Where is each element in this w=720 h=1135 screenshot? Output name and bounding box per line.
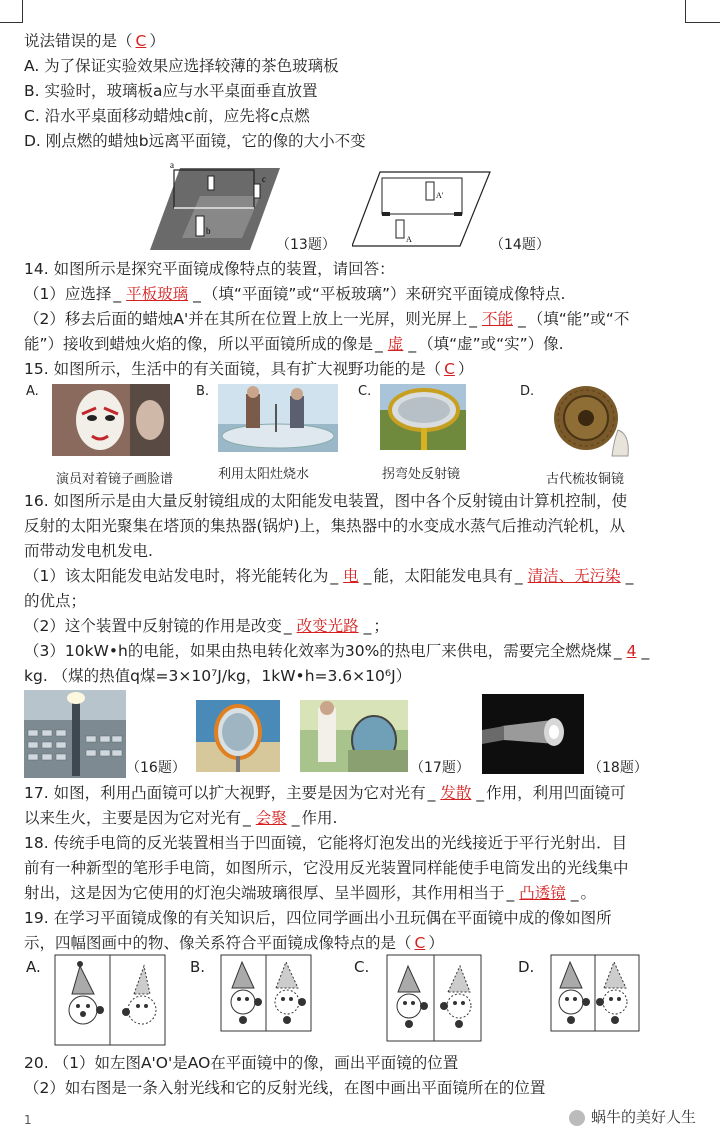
- q16-part3: （3）10kW•h的电能，如果由热电转化效率为30%的热电厂来供电，需要完全燃烧煤 _ 4 _: [24, 642, 650, 660]
- q15-option-b-label: B.: [196, 384, 210, 399]
- q15-caption-b: 利用太阳灶烧水: [218, 467, 310, 482]
- q14-part2: （2）移去后面的蜡烛A'并在其所在位置上放上一光屏，则光屏上 _ 不能 _ （填“能”或“不: [24, 310, 630, 328]
- crop-mark-right: [685, 0, 720, 23]
- q15-caption-a: 演员对着镜子画脸谱: [56, 472, 174, 487]
- q16-1-answer-b: 清洁、无污染: [527, 567, 621, 585]
- fig14-caption: （14题）: [490, 237, 550, 253]
- q16-part1: （1）该太阳能发电站发电时，将光能转化为 _ 电 _ 能，太阳能发电具有 _ 清洁、无污染 _: [24, 567, 634, 585]
- q20-part2: （2）如右图是一条入射光线和它的反射光线，在图中画出平面镜所在的位置: [24, 1079, 546, 1097]
- photo-convex-mirror: [196, 700, 280, 772]
- fig13-caption: （13题）: [276, 237, 336, 253]
- q13-option-d: D. 刚点燃的蜡烛b远离平面镜，它的像的大小不变: [24, 132, 366, 150]
- q16-2-answer: 改变光路: [296, 617, 359, 635]
- q19-clown-figure-a: [54, 954, 166, 1046]
- q16-part1-cont: 的优点；: [24, 592, 87, 610]
- q16-line1: 16. 如图所示是由大量反射镜组成的太阳能发电装置，图中各个反射镜由计算机控制，使: [24, 492, 628, 510]
- fig13-candle-plane-mirror: [150, 158, 280, 254]
- q15-answer: C: [444, 360, 455, 378]
- q18-answer: 凸透镜: [519, 884, 566, 902]
- fig14-glass-plate: [352, 168, 492, 250]
- q17-answer-b: 会聚: [255, 809, 287, 827]
- q16-part3-cont: kg. （煤的热值q煤=3×10⁷J/kg，1kW•h=3.6×10⁶J）: [24, 667, 412, 685]
- photo-solar-cooker: [218, 384, 338, 452]
- photo-actor-mirror: [52, 384, 170, 456]
- q13-answer: C: [135, 32, 147, 50]
- photo-corner-mirror: [380, 384, 466, 450]
- q14-1-answer: 平板玻璃: [126, 285, 189, 303]
- q16-1-answer-a: 电: [343, 567, 359, 585]
- crop-mark-left: [0, 0, 23, 23]
- q17-answer-a: 发散: [440, 784, 472, 802]
- q19-answer: C: [414, 934, 426, 952]
- q19-option-d-label: D.: [518, 958, 535, 976]
- photo-solar-tower: [24, 690, 126, 778]
- q16-line2: 反射的太阳光聚集在塔顶的集热器(锅炉)上，集热器中的水变成水蒸气后推动汽轮机，从: [24, 517, 626, 535]
- q13-stem: 说法错误的是（ C ）: [24, 32, 165, 50]
- q14-part2-cont: 能”）接收到蜡烛火焰的像，所以平面镜所成的像是 _ 虚 _ （填“虚”或“实”）像.: [24, 335, 564, 353]
- q15-caption-d: 古代梳妆铜镜: [546, 472, 625, 487]
- q18-line2: 前有一种新型的笔形手电筒，如图所示，它没用反光装置同样能使手电筒发出的光线集中: [24, 859, 629, 877]
- q15-caption-c: 拐弯处反射镜: [382, 467, 461, 482]
- q16-part2: （2）这个装置中反射镜的作用是改变 _ 改变光路 _ ；: [24, 617, 389, 635]
- q19-option-a-label: A.: [26, 958, 41, 976]
- q18-line1: 18. 传统手电筒的反光装置相当于凹面镜，它能将灯泡发出的光线接近于平行光射出．目: [24, 834, 628, 852]
- fig18-caption: （18题）: [588, 760, 648, 776]
- q16-3-answer: 4: [626, 642, 637, 660]
- q16-line3: 而带动发电机发电.: [24, 542, 153, 560]
- q15-option-a-label: A.: [26, 384, 39, 399]
- svg-text:A': A': [436, 191, 444, 200]
- watermark: 蜗牛的美好人生: [569, 1106, 696, 1127]
- q19-line2: 示，四幅图画中的物、像关系符合平面镜成像特点的是（ C ）: [24, 934, 444, 952]
- photo-pen-flashlight: [482, 694, 584, 774]
- q13-option-a: A. 为了保证实验效果应选择较薄的茶色玻璃板: [24, 57, 339, 75]
- photo-bronze-mirror: [544, 384, 640, 458]
- svg-text:b: b: [206, 226, 211, 236]
- q19-clown-figure-d: [550, 954, 640, 1032]
- photo-concave-fire: [300, 700, 408, 772]
- svg-text:A: A: [406, 235, 412, 244]
- svg-text:a: a: [170, 160, 174, 170]
- q15-option-d-label: D.: [520, 384, 535, 399]
- q15-stem: 15. 如图所示，生活中的有关面镜，具有扩大视野功能的是（ C ）: [24, 360, 474, 378]
- fig17-caption: （17题）: [410, 760, 470, 776]
- q19-option-c-label: C.: [354, 958, 370, 976]
- q13-option-b: B. 实验时，玻璃板a应与水平桌面垂直放置: [24, 82, 318, 100]
- q14-part1: （1）应选择 _ 平板玻璃 _ （填“平面镜”或“平板玻璃”）来研究平面镜成像特点.: [24, 285, 566, 303]
- q14-stem: 14. 如图所示是探究平面镜成像特点的装置，请回答：: [24, 260, 395, 278]
- q13-option-c: C. 沿水平桌面移动蜡烛c前，应先将c点燃: [24, 107, 310, 125]
- q15-option-c-label: C.: [358, 384, 372, 399]
- svg-text:c: c: [262, 174, 266, 184]
- fig16-caption: （16题）: [126, 760, 186, 776]
- q17-line1: 17. 如图，利用凸面镜可以扩大视野，主要是因为它对光有 _ 发散 _ 作用，利用凹面镜可: [24, 784, 626, 802]
- q17-line2: 以来生火，主要是因为它对光有 _ 会聚 _ 作用.: [24, 809, 338, 827]
- q20-part1: 20. （1）如左图A'O'是AO在平面镜中的像，画出平面镜的位置: [24, 1054, 459, 1072]
- q14-2-answer: 不能: [481, 310, 513, 328]
- q19-clown-figure-c: [386, 954, 482, 1042]
- q19-clown-figure-b: [220, 954, 312, 1032]
- wechat-icon: [569, 1110, 585, 1126]
- page-number: 1: [24, 1113, 32, 1127]
- q19-line1: 19. 在学习平面镜成像的有关知识后，四位同学画出小丑玩偶在平面镜中成的像如图所: [24, 909, 612, 927]
- q14-2b-answer: 虚: [387, 335, 404, 353]
- q18-line3: 射出，这是因为它使用的灯泡尖端玻璃很厚、呈半圆形，其作用相当于 _ 凸透镜 _ 。: [24, 884, 597, 902]
- q19-option-b-label: B.: [190, 958, 206, 976]
